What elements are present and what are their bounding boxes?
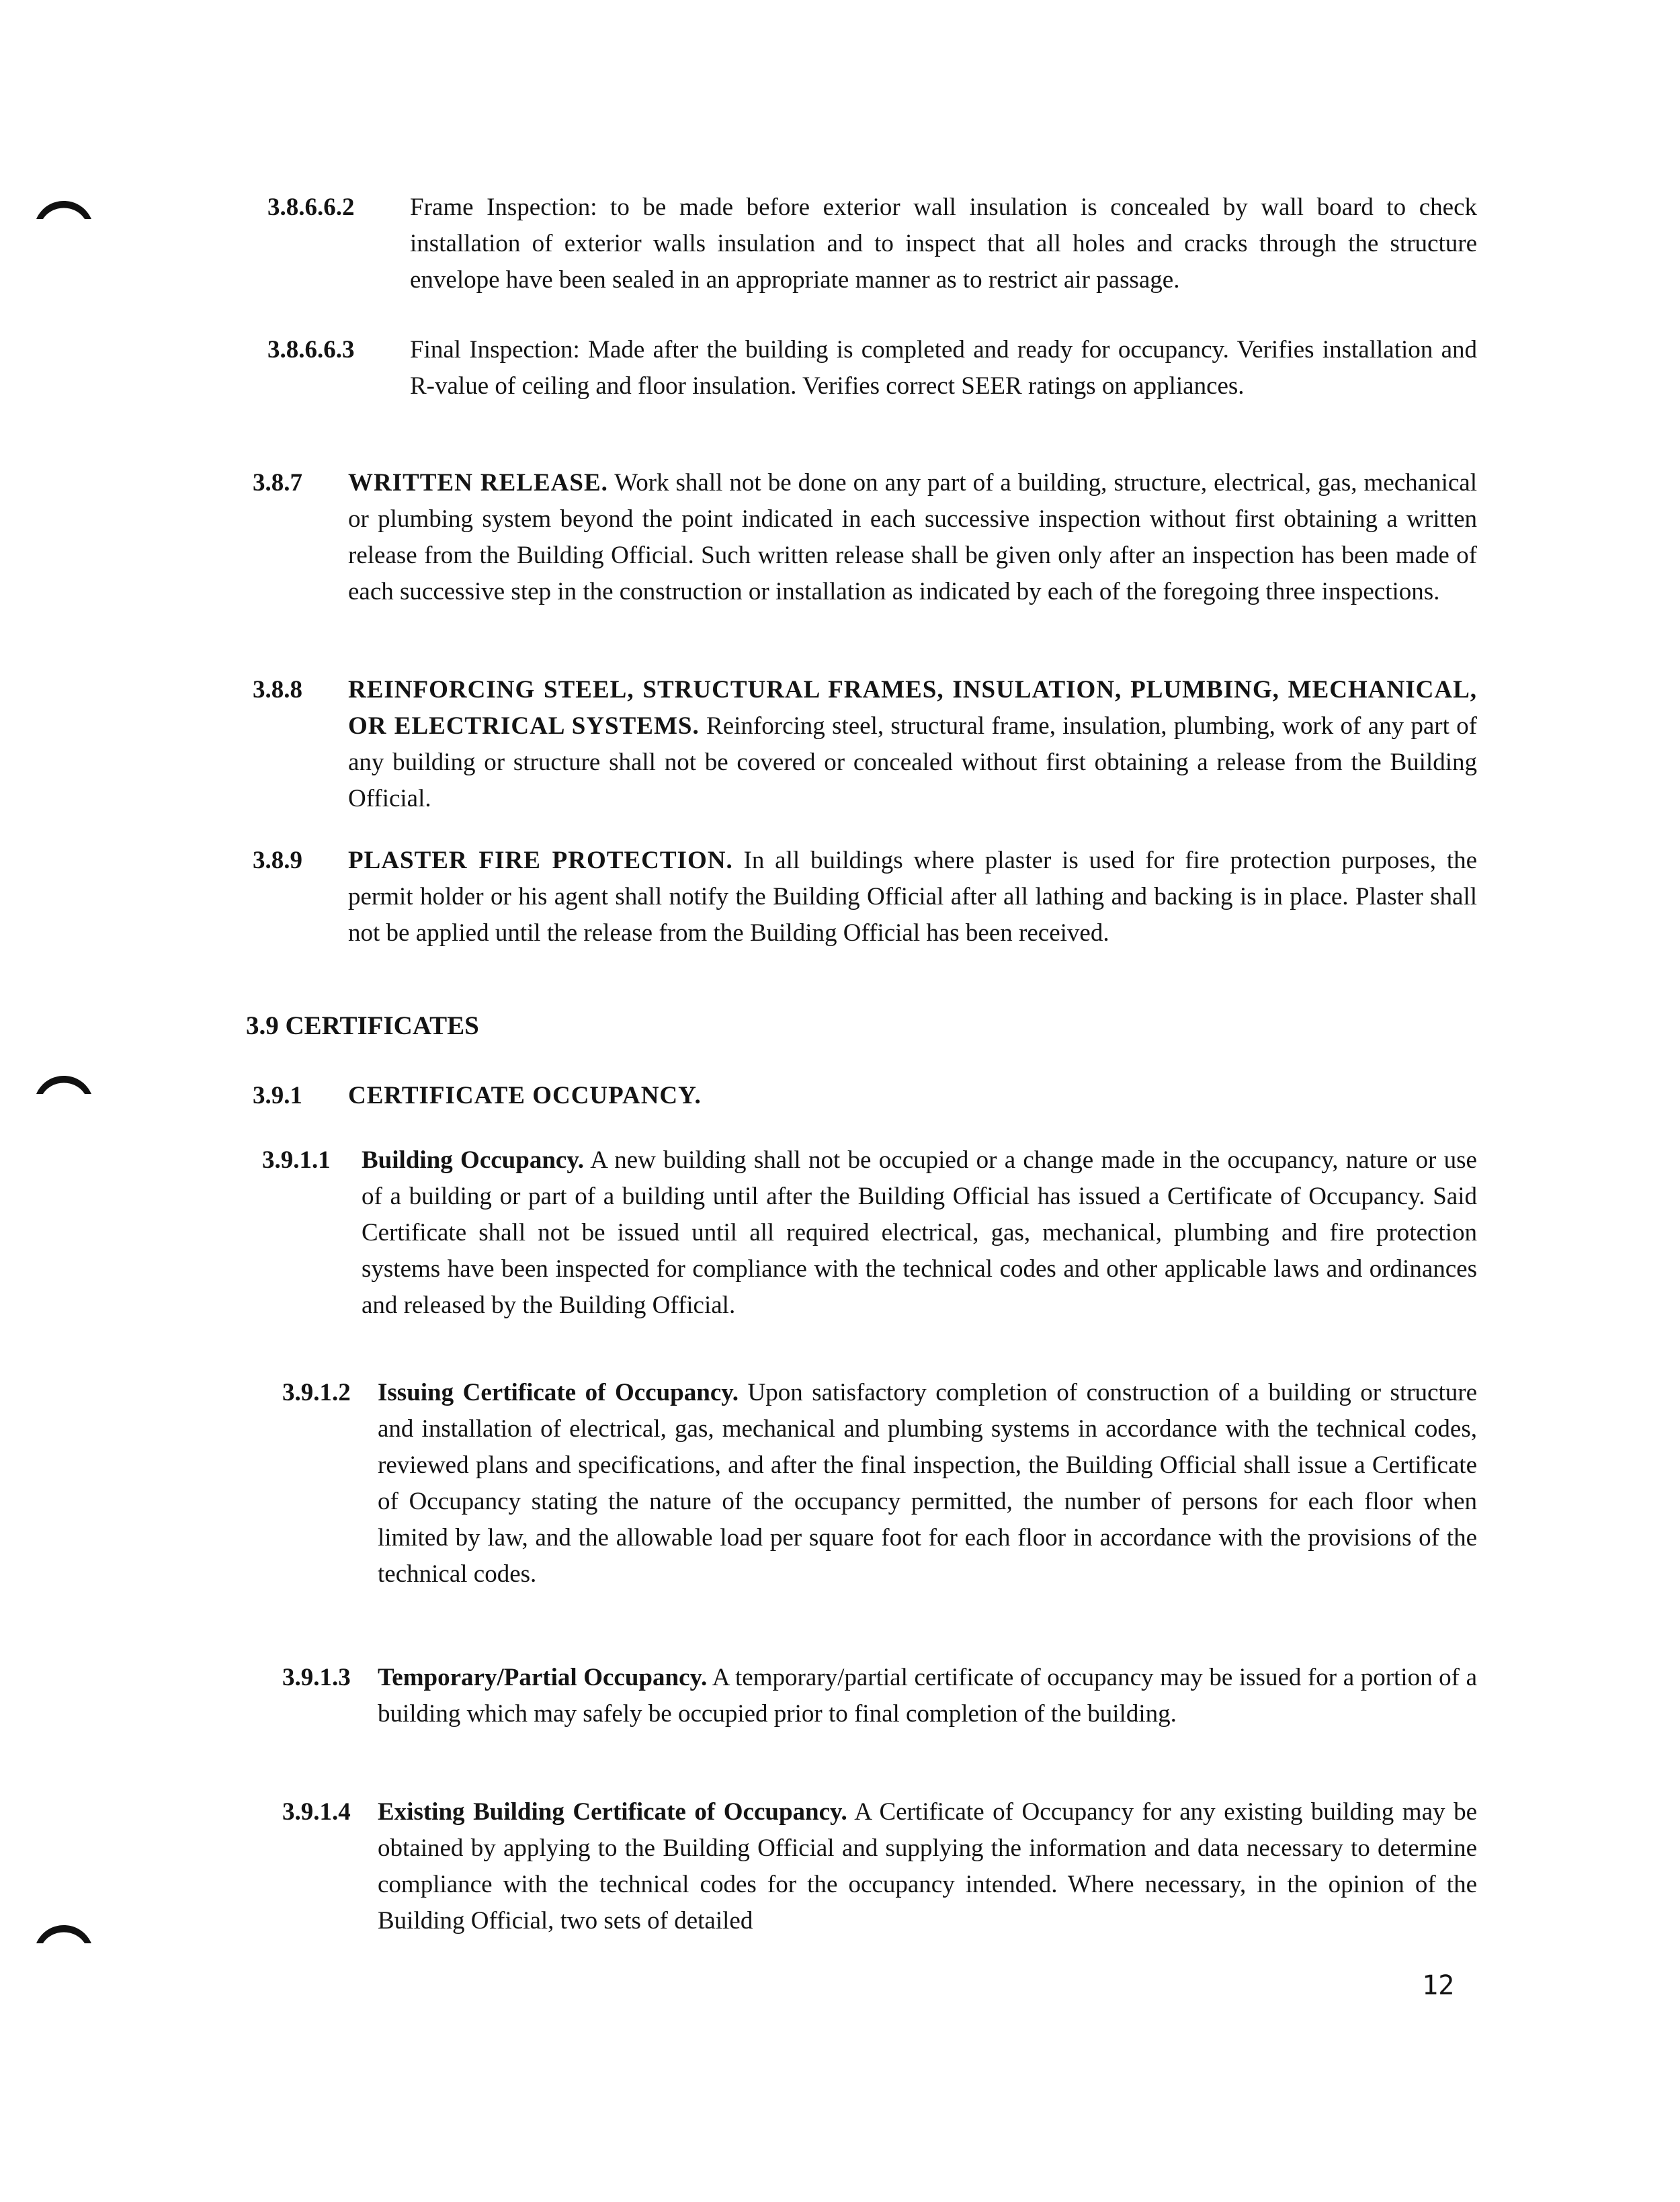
- section-title: Building Occupancy.: [362, 1146, 585, 1174]
- section-text: Work shall not be done on any part of a building, structure, electrical, gas, mechanical or plumbing system beyond the point indicated in each successive inspection without first obtaining a written release from the Building Official. Such written release shall be given only after an inspection has been made of each successive step in the construction or installation as indicated by each of the foregoing three inspections.: [348, 469, 1477, 605]
- section-number: 3.8.6.6.2: [267, 194, 355, 221]
- punch-hole-bottom: [35, 1918, 93, 1945]
- section-3-9-1-3: [282, 1660, 1477, 1732]
- section-3-9-1-1: [262, 1142, 1477, 1324]
- section-title: Existing Building Certificate of Occupancy.: [378, 1798, 847, 1826]
- section-number: 3.8.7: [253, 469, 302, 497]
- section-3-9-1-2: [282, 1375, 1477, 1593]
- section-number: 3.9.1.1: [262, 1146, 331, 1174]
- section-title: WRITTEN RELEASE.: [348, 469, 608, 497]
- section-3-9-1-4: [282, 1794, 1477, 1939]
- section-text: A new building shall not be occupied or a change made in the occupancy, nature or use of a building or part of a building until after the Building Official has issued a Certificate of Occupancy. Said Certificate shall not be issued until all required electrical, gas, mechanical, plumbing and fire protection systems have been inspected for compliance with the technical codes and other applicable laws and ordinances and released by the Building Official.: [362, 1146, 1477, 1319]
- section-3-8-7: [253, 465, 1477, 610]
- section-title: Issuing Certificate of Occupancy.: [378, 1379, 739, 1406]
- section-number: 3.9.1.4: [282, 1798, 351, 1826]
- section-number: 3.9.1.3: [282, 1664, 351, 1691]
- section-text: A Certificate of Occupancy for any existing building may be obtained by applying to the Building Official and supplying the information and data necessary to determine compliance with the technical codes for the occupancy intended. Where necessary, in the opinion of the Building Official, two sets of detailed: [378, 1798, 1477, 1935]
- section-title: CERTIFICATE OCCUPANCY.: [348, 1082, 702, 1109]
- punch-hole-top: [35, 194, 93, 220]
- section-text: In all buildings where plaster is used for fire protection purposes, the permit holder or his agent shall notify the Building Official after all lathing and backing is in place. Plaster shall not be applied until the release from the Building Official has been received.: [348, 847, 1478, 947]
- section-3-8-9: [253, 843, 1477, 951]
- section-text: Final Inspection: Made after the building is completed and ready for occupancy. Verifies installation and R-value of ceiling and floor insulation. Verifies correct SEER ratings on appliances.: [410, 336, 1477, 400]
- section-title: PLASTER FIRE PROTECTION.: [348, 847, 733, 874]
- section-3-9-1: [253, 1078, 1477, 1114]
- section-text: Frame Inspection: to be made before exterior wall insulation is concealed by wall board to check installation of exterior walls insulation and to inspect that all holes and cracks through the structure envelope have been sealed in an appropriate manner as to restrict air passage.: [410, 194, 1477, 294]
- section-title: Temporary/Partial Occupancy.: [378, 1664, 708, 1691]
- section-text: Upon satisfactory completion of construction of a building or structure and installation of electrical, gas, mechanical and plumbing systems in accordance with the technical codes, reviewed plans and specifications, and after the final inspection, the Building Official shall issue a Certificate of Occupancy stating the nature of the occupancy permitted, the number of persons for each floor when limited by law, and the allowable load per square foot for each floor in accordance with the provisions of the technical codes.: [378, 1379, 1478, 1588]
- punch-hole-middle: [35, 1068, 93, 1095]
- section-number: 3.8.9: [253, 847, 302, 874]
- section-3-8-6-6-3: [267, 332, 1477, 405]
- section-number: 3.8.6.6.3: [267, 336, 355, 364]
- section-number: 3.8.8: [253, 676, 302, 704]
- section-title: REINFORCING STEEL, STRUCTURAL FRAMES, INSULATION, PLUMBING, MECHANICAL, OR ELECTRICAL SYSTEMS.: [348, 676, 1477, 740]
- section-3-8-6-6-2: [267, 189, 1477, 298]
- page-number: 12: [1422, 1970, 1455, 2001]
- section-3-8-8: [253, 672, 1477, 817]
- section-heading-3-9: 3.9 CERTIFICATES: [246, 1011, 479, 1040]
- section-number: 3.9.1.2: [282, 1379, 351, 1406]
- section-text: A temporary/partial certificate of occupancy may be issued for a portion of a building which may safely be occupied prior to final completion of the building.: [378, 1664, 1477, 1728]
- section-text: Reinforcing steel, structural frame, insulation, plumbing, work of any part of any building or structure shall not be covered or concealed without first obtaining a release from the Building Official.: [348, 712, 1478, 812]
- section-number: 3.9.1: [253, 1082, 302, 1109]
